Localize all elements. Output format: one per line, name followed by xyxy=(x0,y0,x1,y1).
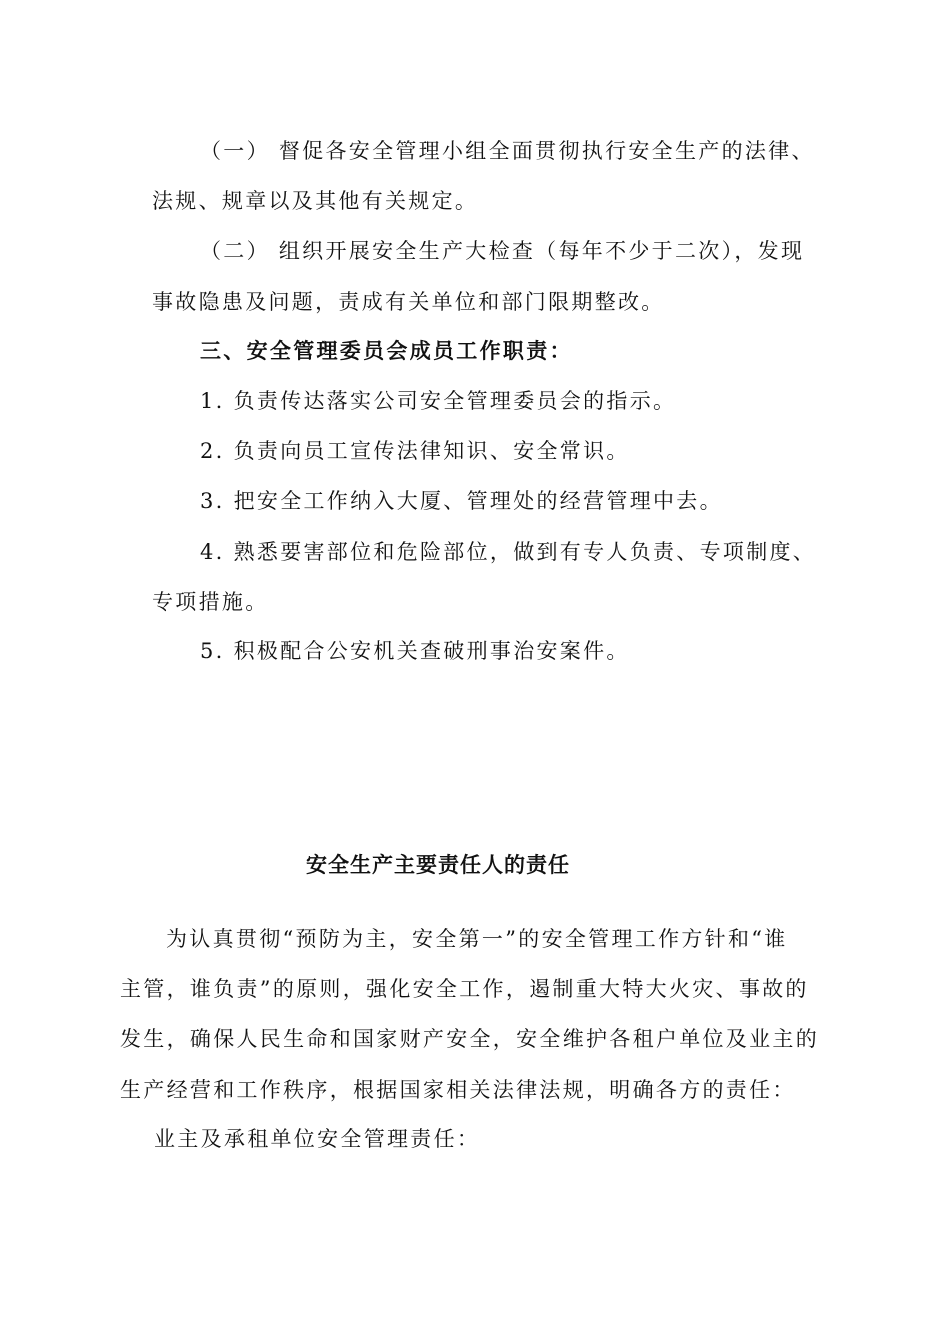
paragraph-item-2-line-1: （二） 组织开展安全生产大检查（每年不少于二次），发现 xyxy=(200,239,805,263)
list-item: 5. 积极配合公安机关查破刑事治安案件。 xyxy=(200,639,630,663)
paragraph-item-1-line-1: （一） 督促各安全管理小组全面贯彻执行安全生产的法律、 xyxy=(200,139,815,163)
list-item-continuation: 专项措施。 xyxy=(152,590,269,614)
paragraph-item-2-line-2: 事故隐患及问题，责成有关单位和部门限期整改。 xyxy=(152,290,665,314)
paragraph-item-1-line-2: 法规、规章以及其他有关规定。 xyxy=(152,189,479,213)
paragraph-line: 主管，谁负责”的原则，强化安全工作，遏制重大特大火灾、事故的 xyxy=(120,977,809,1001)
paragraph-line: 生产经营和工作秩序，根据国家相关法律法规，明确各方的责任： xyxy=(120,1078,796,1102)
section-heading-members-duties: 三、安全管理委员会成员工作职责： xyxy=(200,339,573,363)
paragraph-line: 为认真贯彻“预防为主，安全第一”的安全管理工作方针和“谁 xyxy=(166,927,788,951)
list-item: 2. 负责向员工宣传法律知识、安全常识。 xyxy=(200,439,630,463)
subheading-owner-tenant-duties: 业主及承租单位安全管理责任： xyxy=(154,1127,481,1151)
list-item: 1. 负责传达落实公司安全管理委员会的指示。 xyxy=(200,389,677,413)
section-title: 安全生产主要责任人的责任 xyxy=(306,853,570,877)
list-item: 3. 把安全工作纳入大厦、管理处的经营管理中去。 xyxy=(200,489,723,513)
paragraph-line: 发生，确保人民生命和国家财产安全，安全维护各租户单位及业主的 xyxy=(120,1027,819,1051)
list-item: 4. 熟悉要害部位和危险部位，做到有专人负责、专项制度、 xyxy=(200,540,817,564)
